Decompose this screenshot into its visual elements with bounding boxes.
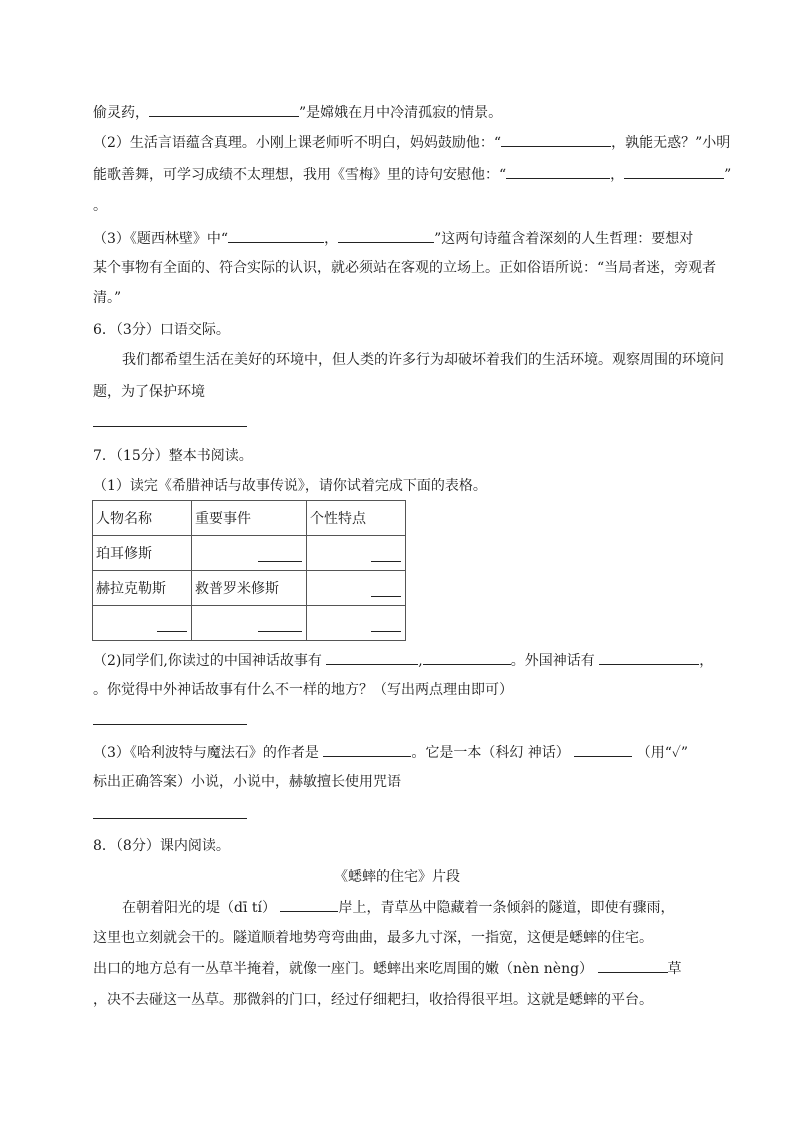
question-3-line-2 xyxy=(93,258,716,278)
table-cell[interactable] xyxy=(307,606,406,641)
text: （1）读完《希腊神话与故事传说》，请你试着完成下面的表格。 xyxy=(93,478,487,494)
text: ”是嫦娥在月中冷清孤寂的情景。 xyxy=(299,105,503,121)
table-cell[interactable] xyxy=(307,571,406,606)
text: 7．（15分）整本书阅读。 xyxy=(93,448,253,464)
text: 8．（8分）课内阅读。 xyxy=(93,838,230,854)
answer-blank[interactable] xyxy=(228,228,324,243)
question-6-title xyxy=(93,320,230,340)
cell-text: 珀耳修斯 xyxy=(96,546,152,562)
text: 我们都希望生活在美好的环境中，但人类的许多行为却破坏着我们的生活环境。观察周围的环境问 xyxy=(122,352,724,368)
text: 草 xyxy=(667,961,682,977)
text: （2）生活言语蕴含真理。小刚上课老师听不明白，妈妈鼓励他：“ xyxy=(93,135,502,151)
answer-blank[interactable] xyxy=(149,102,299,117)
question-7-title xyxy=(93,446,253,466)
answer-blank[interactable] xyxy=(157,631,187,632)
text: 。它是一本（科幻 神话） xyxy=(411,745,570,761)
question-6-line-1 xyxy=(122,350,724,370)
question-2-line-2 xyxy=(93,164,731,185)
text: 。 xyxy=(93,198,107,214)
question-7-sub-3-answer-line xyxy=(93,804,247,825)
text: 在朝着阳光的堤（dī tí） xyxy=(122,900,276,916)
text: 这里也立刻就会干的。隧道顺着地势弯弯曲曲，最多九寸深，一指宽，这便是蟋蟀的住宅。 xyxy=(93,930,653,946)
table-header: 重要事件 xyxy=(192,501,307,536)
text: 题，为了保护环境 xyxy=(93,384,205,400)
answer-blank[interactable] xyxy=(371,561,401,562)
myth-table xyxy=(92,500,406,641)
question-2-line-1 xyxy=(93,132,730,153)
cell-text: 救普罗米修斯 xyxy=(195,581,279,597)
text: 清。” xyxy=(93,290,122,306)
answer-blank[interactable] xyxy=(501,132,611,147)
answer-blank[interactable] xyxy=(506,164,610,179)
text: 。外国神话有 xyxy=(510,653,595,669)
question-6-answer-line xyxy=(93,412,247,433)
answer-blank[interactable] xyxy=(598,958,668,973)
text: 某个事物有全面的、符合实际的认识，就必须站在客观的立场上。正如俗语所说：“当局者迷，旁观者 xyxy=(93,260,717,276)
cell-text: 赫拉克勒斯 xyxy=(96,581,166,597)
passage-line-2 xyxy=(93,928,653,948)
table-cell[interactable] xyxy=(307,536,406,571)
text: （用“✓” xyxy=(636,745,689,761)
table-row xyxy=(93,571,406,606)
answer-blank[interactable] xyxy=(280,897,338,912)
answer-blank[interactable] xyxy=(338,228,434,243)
text: 能歌善舞，可学习成绩不太理想，我用《雪梅》里的诗句安慰他：“ xyxy=(93,167,507,183)
text: ” xyxy=(724,167,732,183)
text: （3）《哈利波特与魔法石》的作者是 xyxy=(93,745,319,761)
text: 标出正确答案）小说，小说中，赫敏擅长使用咒语 xyxy=(93,774,401,790)
text: 岸上，青草丛中隐藏着一条倾斜的隧道，即使有骤雨， xyxy=(338,900,675,916)
table-cell xyxy=(93,536,192,571)
table-row xyxy=(93,536,406,571)
text: （2)同学们,你读过的中国神话故事有 xyxy=(93,653,322,669)
table-header: 个性特点 xyxy=(307,501,406,536)
passage-line-3 xyxy=(93,958,682,979)
question-7-sub-2-answer-line xyxy=(93,710,247,731)
text: 。你觉得中外神话故事有什么不一样的地方？（写出两点理由即可） xyxy=(93,682,513,698)
question-2-line-3 xyxy=(93,196,107,216)
answer-blank[interactable] xyxy=(599,650,699,665)
answer-blank[interactable] xyxy=(93,710,247,725)
answer-blank[interactable] xyxy=(624,164,724,179)
text: ， xyxy=(324,231,339,247)
passage-line-1 xyxy=(122,897,674,918)
question-7-sub-1 xyxy=(93,476,487,496)
answer-blank[interactable] xyxy=(371,631,401,632)
question-7-sub-2-line-2 xyxy=(93,680,513,700)
question-7-sub-2-line-1 xyxy=(93,650,713,671)
text: ， xyxy=(610,167,625,183)
table-cell[interactable] xyxy=(93,606,192,641)
text: （3）《题西林壁》中“ xyxy=(93,231,229,247)
answer-blank[interactable] xyxy=(323,742,411,757)
table-cell[interactable] xyxy=(192,536,307,571)
question-3-line-1 xyxy=(93,228,693,249)
answer-blank[interactable] xyxy=(258,631,302,632)
question-6-line-2 xyxy=(93,382,205,402)
table-cell[interactable] xyxy=(192,606,307,641)
poem-line-1 xyxy=(93,102,502,123)
text: ， xyxy=(699,653,714,669)
answer-blank[interactable] xyxy=(326,650,418,665)
text: , xyxy=(418,653,423,669)
text: 出口的地方总有一丛草半掩着，就像一座门。蟋蟀出来吃周围的嫩（nèn nèng） xyxy=(93,961,594,977)
answer-blank[interactable] xyxy=(93,804,247,819)
text: ，决不去碰这一丛草。那微斜的门口，经过仔细耙扫，收拾得很平坦。这就是蟋蟀的平台。 xyxy=(93,992,653,1008)
question-3-line-3 xyxy=(93,288,121,308)
question-7-sub-3-line-2 xyxy=(93,772,401,792)
table-header-row xyxy=(93,501,406,536)
passage-line-4 xyxy=(93,990,653,1010)
passage-title: 《蟋蟀的住宅》片段 xyxy=(334,869,460,885)
table-cell xyxy=(93,571,192,606)
answer-blank[interactable] xyxy=(371,596,401,597)
table-row xyxy=(93,606,406,641)
table-header: 人物名称 xyxy=(93,501,192,536)
text: ，孰能无惑？”小明 xyxy=(611,135,731,151)
question-7-sub-3-line-1 xyxy=(93,742,688,763)
answer-blank[interactable] xyxy=(574,742,632,757)
answer-blank[interactable] xyxy=(258,561,302,562)
answer-blank[interactable] xyxy=(423,650,511,665)
question-8-title xyxy=(93,836,230,856)
table-cell xyxy=(192,571,307,606)
text: ”这两句诗蕴含着深刻的人生哲理：要想对 xyxy=(434,231,694,247)
text: 6．（3分）口语交际。 xyxy=(93,322,230,338)
answer-blank[interactable] xyxy=(93,412,247,427)
text: 偷灵药， xyxy=(93,105,149,121)
